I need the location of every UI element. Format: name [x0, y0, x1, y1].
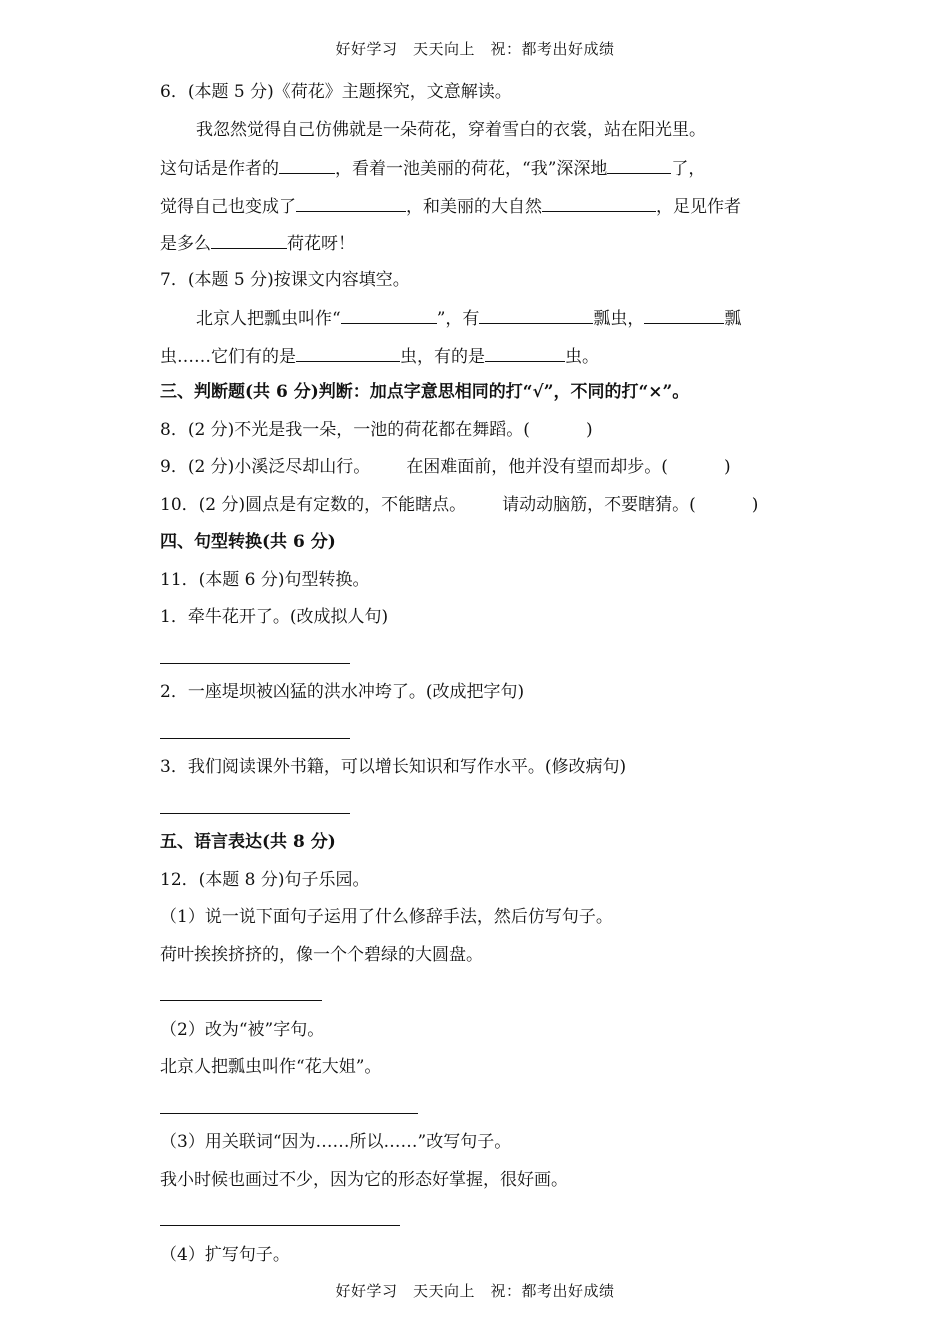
page-header: 好好学习 天天向上 祝：都考出好成绩: [335, 40, 615, 58]
q6-blank-3[interactable]: [296, 191, 406, 212]
q8: 8．(2 分)不光是我一朵，一池的荷花都在舞蹈。( ): [160, 419, 593, 440]
q11-answer-line-2[interactable]: [160, 716, 800, 754]
q6-line1: 这句话是作者的 ，看着一池美丽的荷花，“我”深深地 了，: [160, 153, 800, 191]
q12-part4: （4）扩写句子。: [160, 1244, 290, 1265]
q9: 9．(2 分)小溪泛尽却山行。 在困难面前，他并没有望而却步。( ): [160, 457, 731, 477]
q11-sub1: 1．牵牛花开了。(改成拟人句): [160, 607, 389, 627]
section3-title: 三、判断题(共 6 分)判断：加点字意思相同的打“√”，不同的打“×”。: [160, 382, 690, 402]
q7-line2: 虫……它们有的是 虫，有的是 虫。: [160, 341, 800, 379]
q12-part2: （2）改为“被”字句。: [160, 1019, 325, 1040]
q7-blank-3[interactable]: [644, 303, 724, 324]
q6-quote: 我忽然觉得自己仿佛就是一朵荷花，穿着雪白的衣裳，站在阳光里。: [196, 119, 706, 140]
q11-sub3: 3．我们阅读课外书籍，可以增长知识和写作水平。(修改病句): [160, 757, 627, 777]
section5-title: 五、语言表达(共 8 分): [160, 832, 336, 852]
q11-title: 11．(本题 6 分)句型转换。: [160, 569, 370, 590]
q7-blank-4[interactable]: [296, 341, 400, 362]
q12-part1: （1）说一说下面句子运用了什么修辞手法，然后仿写句子。: [160, 907, 613, 927]
q12-answer-line-3[interactable]: [160, 1203, 800, 1241]
section4-title: 四、句型转换(共 6 分): [160, 532, 336, 552]
q11-sub2: 2．一座堤坝被凶猛的洪水冲垮了。(改成把字句): [160, 682, 525, 702]
q6-blank-2[interactable]: [607, 153, 671, 174]
q12-part2-sentence: 北京人把瓢虫叫作“花大姐”。: [160, 1057, 382, 1077]
q12-title: 12．(本题 8 分)句子乐园。: [160, 869, 370, 890]
q6-line2: 觉得自己也变成了 ，和美丽的大自然 ，足见作者: [160, 191, 800, 229]
q12-answer-line-2[interactable]: [160, 1091, 800, 1129]
q12-part1-sentence: 荷叶挨挨挤挤的，像一个个碧绿的大圆盘。: [160, 944, 483, 965]
q7-blank-2[interactable]: [479, 303, 593, 324]
q6-blank-4[interactable]: [542, 191, 656, 212]
q7-blank-1[interactable]: [341, 303, 437, 324]
q6-line3: 是多么 荷花呀！: [160, 228, 800, 266]
q12-answer-line-1[interactable]: [160, 978, 800, 1016]
q11-answer-line-1[interactable]: [160, 641, 800, 679]
q12-part3: （3）用关联词“因为……所以……”改写句子。: [160, 1132, 512, 1152]
q6-blank-5[interactable]: [211, 228, 287, 249]
q6-title: 6．(本题 5 分)《荷花》主题探究，文意解读。: [160, 82, 512, 102]
q7-title: 7．(本题 5 分)按课文内容填空。: [160, 269, 410, 290]
q10: 10．(2 分)圆点是有定数的，不能瞎点。 请动动脑筋，不要瞎猜。( ): [160, 494, 759, 515]
q12-part3-sentence: 我小时候也画过不少，因为它的形态好掌握，很好画。: [160, 1169, 568, 1190]
q11-answer-line-3[interactable]: [160, 791, 800, 829]
page-footer: 好好学习 天天向上 祝：都考出好成绩: [335, 1282, 615, 1300]
page-content: [160, 78, 800, 1278]
q7-blank-5[interactable]: [485, 341, 565, 362]
q6-blank-1[interactable]: [279, 153, 335, 174]
q7-line1: 北京人把瓢虫叫作“ ”，有 瓢虫， 瓢: [160, 303, 800, 341]
